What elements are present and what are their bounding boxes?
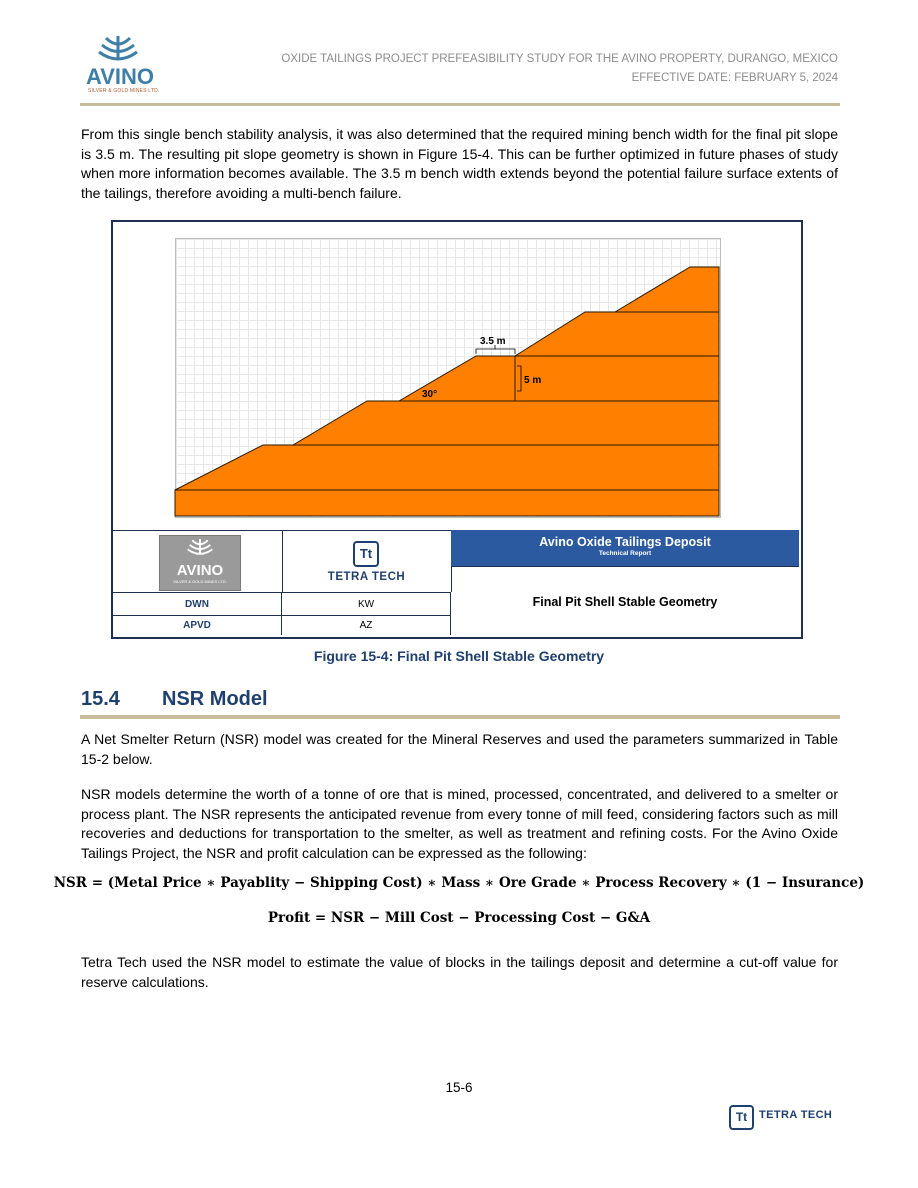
bench-height-label: 5 m <box>524 375 542 386</box>
section-title: NSR Model <box>162 688 268 710</box>
avino-titleblock-name: AVINO <box>176 562 224 579</box>
project-title: Avino Oxide Tailings Deposit <box>539 535 711 549</box>
page-number: 15-6 <box>445 1080 473 1095</box>
paragraph-nsr-description: NSR models determine the worth of a tonne of ore that is mined, processed, concentrated, and delivered to a smelter or process plant. The NSR represents the anticipated revenue from every tonne of mill feed, considering factors such as mill recoveries and deductions for transportation to the smelter, as well as treatment and refining costs. For the Avino Oxide Tailings Project, the NSR and profit calculation can be expressed as the following: <box>81 786 838 861</box>
tetratech-logo-icon: Tt <box>353 541 379 567</box>
drawing-title: Final Pit Shell Stable Geometry <box>451 566 799 636</box>
figure-caption: Figure 15-4: Final Pit Shell Stable Geometry <box>313 648 605 664</box>
section-divider <box>80 715 840 719</box>
avino-logo-icon <box>187 539 213 561</box>
dwn-value: KW <box>282 592 451 615</box>
tetratech-footer-name: TETRA TECH <box>759 1109 833 1121</box>
dwn-label: DWN <box>113 592 282 615</box>
bench-width-label: 3.5 m <box>480 336 506 347</box>
profit-equation: Profit = NSR − Mill Cost − Processing Cost − G&A <box>267 910 651 926</box>
avino-logo-subtext: SILVER & GOLD MINES LTD. <box>88 88 160 94</box>
apvd-label: APVD <box>113 615 282 635</box>
paragraph-bench-width: From this single bench stability analysis, it was also determined that the required mining bench width for the final pit slope is 3.5 m. The resulting pit slope geometry is shown in Figure 15-4. This can be further optimized in future phases of study when more information becomes available. The 3.5 m bench width extends beyond the potential failure surface extents of the tailings, therefore avoiding a multi-bench failure. <box>81 126 838 201</box>
tetratech-footer-icon: Tt <box>729 1105 754 1130</box>
tetratech-name: TETRA TECH <box>327 571 406 583</box>
slope-body <box>175 267 719 516</box>
bench-width-bracket <box>476 349 515 354</box>
slope-angle-label: 30° <box>422 389 438 400</box>
section-number: 15.4 <box>81 688 120 710</box>
paragraph-nsr-usage: Tetra Tech used the NSR model to estimate the value of blocks in the tailings deposit and determine a cut-off value for reserve calculations. <box>81 954 838 990</box>
paragraph-nsr-intro: A Net Smelter Return (NSR) model was created for the Mineral Reserves and used the parameters summarized in Table 15-2 below. <box>81 731 838 767</box>
apvd-value: AZ <box>282 615 451 635</box>
header-title: OXIDE TAILINGS PROJECT PREFEASIBILITY STUDY FOR THE AVINO PROPERTY, DURANGO, MEXICO <box>281 53 838 65</box>
avino-logo-text: AVINO <box>86 64 155 89</box>
project-title-banner <box>451 530 799 566</box>
avino-titleblock-logo <box>159 535 241 591</box>
header-divider <box>80 103 840 106</box>
nsr-equation: NSR = (Metal Price ∗ Payablity − Shipping Cost) ∗ Mass ∗ Ore Grade ∗ Process Recovery ∗ (1 − Insurance) <box>53 875 865 891</box>
header-date: EFFECTIVE DATE: FEBRUARY 5, 2024 <box>631 72 838 84</box>
pit-slope-diagram <box>175 238 720 517</box>
project-subtitle: Technical Report <box>598 550 652 557</box>
avino-titleblock-sub: SILVER & GOLD MINES LTD. <box>173 579 227 584</box>
